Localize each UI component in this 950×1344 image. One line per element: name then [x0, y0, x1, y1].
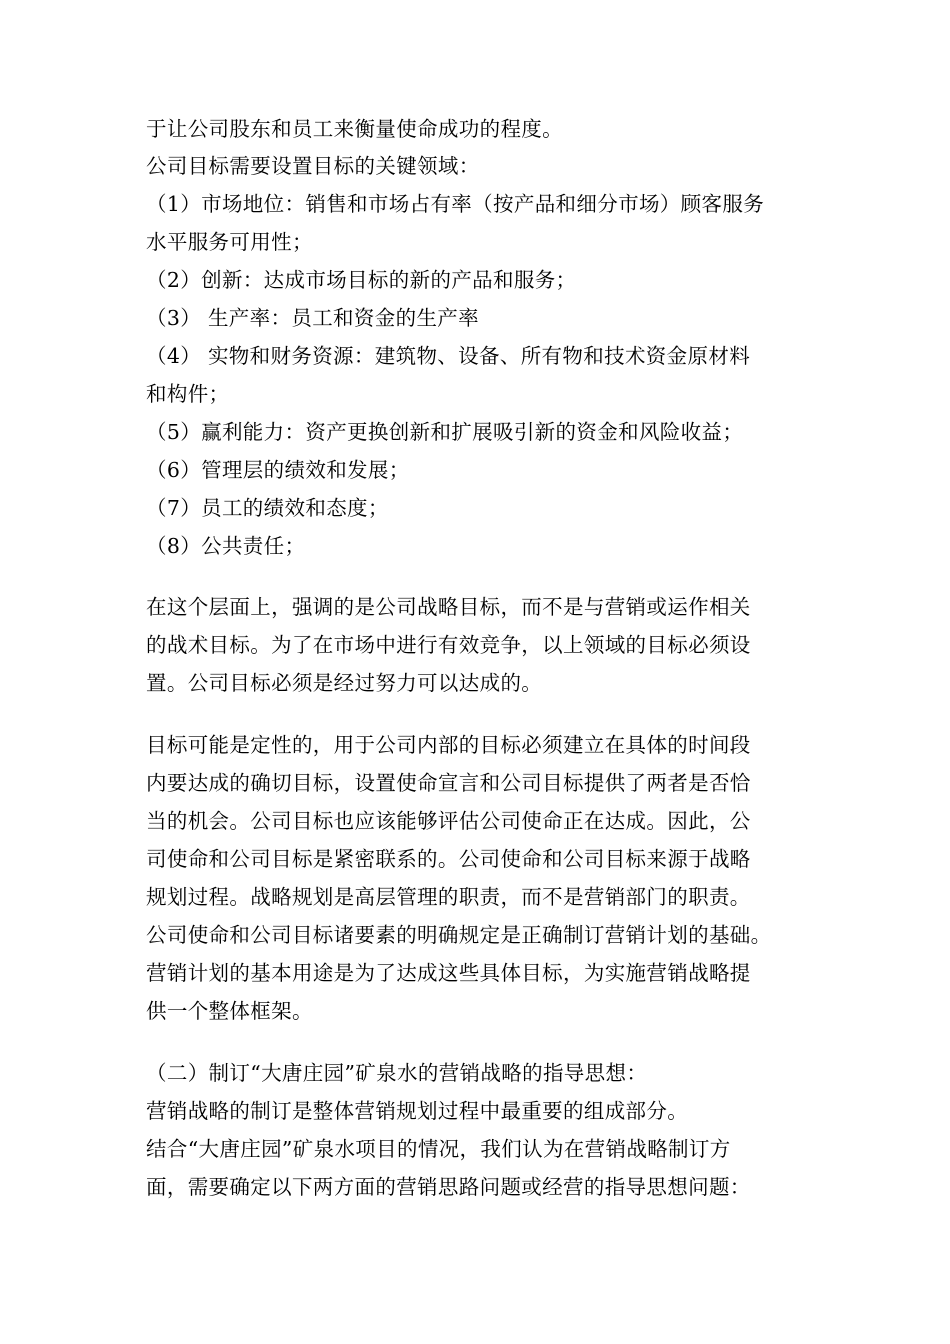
text-line: 在这个层面上，强调的是公司战略目标，而不是与营销或运作相关: [146, 595, 751, 619]
list-item: （1）市场地位：销售和市场占有率（按产品和细分市场）顾客服务: [146, 192, 765, 216]
text-line: 结合“大唐庄园”矿泉水项目的情况，我们认为在营销战略制订方: [146, 1137, 731, 1161]
text-line: 和构件；: [146, 382, 230, 406]
list-item: （4） 实物和财务资源：建筑物、设备、所有物和技术资金原材料: [146, 344, 751, 368]
list-item: （2）创新：达成市场目标的新的产品和服务；: [146, 268, 577, 292]
list-item: （7）员工的绩效和态度；: [146, 496, 389, 520]
text-line: 面，需要确定以下两方面的营销思路问题或经营的指导思想问题：: [146, 1175, 751, 1199]
text-line: 营销计划的基本用途是为了达成这些具体目标，为实施营销战略提: [146, 961, 751, 985]
text-line: 司使命和公司目标是紧密联系的。公司使命和公司目标来源于战略: [146, 847, 751, 871]
text-line: 公司目标需要设置目标的关键领域：: [146, 154, 480, 178]
text-line: 当的机会。公司目标也应该能够评估公司使命正在达成。因此，公: [146, 809, 751, 833]
text-line: 水平服务可用性；: [146, 230, 313, 254]
list-item: （6）管理层的绩效和发展；: [146, 458, 410, 482]
text-line: 供一个整体框架。: [146, 999, 313, 1023]
text-line: 于让公司股东和员工来衡量使命成功的程度。: [146, 117, 563, 141]
text-line: 公司使命和公司目标诸要素的明确规定是正确制订营销计划的基础。: [146, 923, 772, 947]
list-item: （8）公共责任；: [146, 534, 306, 558]
text-line: 内要达成的确切目标，设置使命宣言和公司目标提供了两者是否恰: [146, 771, 751, 795]
list-item: （5）赢利能力：资产更换创新和扩展吸引新的资金和风险收益；: [146, 420, 744, 444]
section-heading: （二）制订“大唐庄园”矿泉水的营销战略的指导思想：: [146, 1061, 648, 1085]
text-line: 规划过程。战略规划是高层管理的职责，而不是营销部门的职责。: [146, 885, 751, 909]
text-line: 目标可能是定性的，用于公司内部的目标必须建立在具体的时间段: [146, 733, 751, 757]
text-line: 营销战略的制订是整体营销规划过程中最重要的组成部分。: [146, 1099, 689, 1123]
list-item: （3） 生产率：员工和资金的生产率: [146, 306, 480, 330]
text-line: 置。公司目标必须是经过努力可以达成的。: [146, 671, 543, 695]
text-line: 的战术目标。为了在市场中进行有效竞争，以上领域的目标必须设: [146, 633, 751, 657]
